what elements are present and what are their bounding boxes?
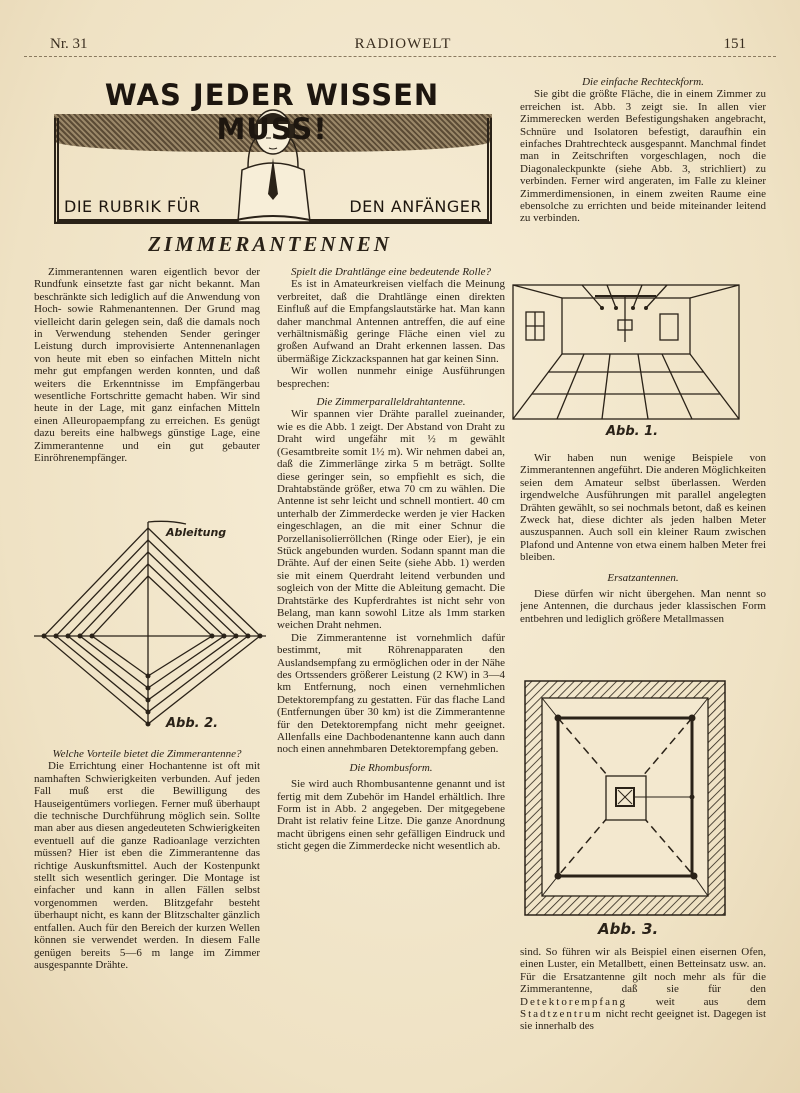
ersatz-cont-b: weit aus dem [655,995,766,1008]
header-rule [24,56,776,57]
column-1-vorteile [34,748,260,1060]
article-title: ZIMMERANTENNEN [148,232,392,256]
column-3-top [520,76,766,278]
magazine-name: RADIOWELT [354,36,452,52]
drahtlaenge-paragraph: Es ist in Amateurkreisen vielfach die Meinung verbreitet, daß die Drahtlänge einen direkten Einfluß auf die Empfangslautstärke hat. Man kann daher manchmal Antennen antreffen, die auf eine verhältnismäßig geringe Fläche einen viel zu großen Aufwand an Draht erkennen lassen. Das übermäßige Zickzackspannen hat gar keinen Sinn. [277,278,505,365]
column-2 [277,266,505,1066]
ersatz-spaced-stadtzentrum: Stadtzentrum [520,1008,603,1021]
beispiele-paragraph: Wir haben nun wenige Beispiele von Zimmerantennen angeführt. Die anderen Möglichkeiten seien dem Amateur selbst überlassen. Werden irgendwelche Ausführungen mit parallel angelegten Drähten gewählt, so sei nochmals betont, daß es keinen Zweck hat, diese dichter als jeden halben Meter auszuspannen. Auch soll ein kleiner Raum zwischen Plafond und Antenne von etwa einem halben Meter frei bleiben. [520,452,766,564]
banner-headline: WAS JEDER WISSEN MUSS! [104,78,440,146]
figure-2-label-ableitung: Ableitung [166,526,227,539]
ersatz-cont-c: nicht recht geeignet ist. Dagegen ist sie innerhalb des [520,1008,766,1033]
heading-rhombus: Die Rhombusform. [349,761,433,774]
ersatz-cont-a: sind. So führen wir als Beispiel einen eisernen Ofen, einen Luster, ein Metallbett, einen Betteinsatz usw. an. Für die Ersatzantenne gilt noch mehr als für die Zimmerantenne, daß sie für den [520,946,766,996]
ersatz-continuation [520,946,766,1033]
rechteck-paragraph: Sie gibt die größte Fläche, die in einem Zimmer zu erreichen ist. Abb. 3 zeigt sie. In allen vier Zimmerecken werden Befestigungshaken angebracht, Schnüre und Isolatoren befestigt, daraufhin ein einfaches Drahtrechteck ausgespannt. Manchmal findet man in Zeitschriften vorgeschlagen, noch die Diagonaleckpunkte (siehe Abb. 3, strichliert) zu verbinden. Ferner wird angeraten, im Falle zu kleiner Zimmerdimensionen, in einem zweiten Raume eine ebensolche zu errichten und beide miteinander leitend zu verbinden. [520,88,766,225]
banner-sub-right: DEN ANFÄNGER [349,197,482,216]
zweck-paragraph: Die Zimmerantenne ist vornehmlich dafür bestimmt, mit Röhrenapparaten den Auslandsempfang zu ermöglichen oder in der Nähe des Ortssenders größerer Leistung (2 KW) in 3—4 km Entfernung, noch einen vernehmlichen Detektorempfang zu gestatten. Für das flache Land (Entfernungen über 30 km) ist die Zimmerantenne für den Detektorempfang nicht mehr geeignet. Allenfalls eine Dachbodenantenne kann auch dann noch einen annehmbaren Detektorempfang geben. [277,631,505,756]
column-1-intro [34,266,260,510]
column-3-middle [520,452,766,674]
figure-1-room-parallel-antenna [512,284,740,420]
figure-1-caption: Abb. 1. [606,424,659,439]
ersatz-paragraph: Diese dürfen wir nicht übergehen. Man nennt so jene Antennen, die durchaus jeder klassischen Form entbehren und lediglich größere Metallmassen [520,588,766,625]
figure-2-rhombus-antenna [34,518,266,728]
ersatz-spaced-detektorempfang: Detektorempfang [520,995,627,1008]
column-3-bottom [520,946,766,1060]
running-header [30,36,776,56]
vorteile-paragraph: Die Errichtung einer Hochantenne ist oft mit namhaften Schwierigkeiten verbunden. Auf jeden Fall muß erst die Bewilligung des Hauseigentümers vorliegen. Ferner muß überhaupt die technische Durchführung möglich sein. Sollte man aber aus diesen angedeuteten Schwierigkeiten eventuell auf die ganze Radioanlage verzichten müssen? Hier ist eben die Zimmerantenne das richtige Auskunftsmittel. Auch der Kostenpunkt stellt sich wesentlich geringer. Die Montage ist einfacher und kann in allen Fällen selbst vorgenommen werden. Blitzgefahr besteht überhaupt nicht, es kann der Blitzschalter gänzlich entfallen. Auch für den Bereich der kurzen Wellen können sie verwendet werden. In diesem Falle genügen bereits 5—6 m lange im Zimmer ausgespannte Drähte. [34,760,260,971]
banner-sub-left: DIE RUBRIK FÜR [64,197,201,216]
rubric-banner [48,78,496,224]
heading-drahtlaenge: Spielt die Drahtlänge eine bedeutende Rolle? [290,266,492,278]
parallel-paragraph: Wir spannen vier Drähte parallel zueinander, wie es die Abb. 1 zeigt. Der Abstand von Draht zu Draht wird ungefähr mit ½ m gewählt (Gesamtbreite somit 1½ m). Wir nehmen dabei an, daß die Zimmerlänge zirka 5 m beträgt. Sollte diese geringer sein, so empfiehlt es sich, die Drahtabstände größer, etwa 70 cm zu wählen. Die Antenne ist sehr leicht und schnell montiert. 40 cm unterhalb der Zimmerdecke werden je vier Hacken eingeschlagen, an die mit einer Schnur die Porzellanisolierröllchen (Ringe oder Eier), je ein Stück angebunden wurden. Sodann spannt man die Drähte. Auf der einen Seite (siehe Abb. 1) werden sie mit einem Querdraht leitend verbunden und sogleich von der Mitte die Ableitung gemacht. Die Drahtstärke des Kupferdrahtes ist nicht sehr von Belang, man kann sowohl Litze als 1mm starken weichen Draht nehmen. [277,408,505,632]
figure-3-caption: Abb. 3. [598,920,659,938]
heading-parallel: Die Zimmerparalleldrahtantenne. [316,396,466,409]
figure-3-rectangle-antenna [524,680,726,916]
ausfuehrungen-paragraph: Wir wollen nunmehr einige Ausführungen besprechen: [277,365,505,390]
issue-number: Nr. 31 [50,36,88,52]
heading-ersatz: Ersatzantennen. [607,571,679,584]
rhombus-paragraph: Sie wird auch Rhombusantenne genannt und ist fertig mit dem Zubehör im Handel erhältlich. Ihre Form ist in Abb. 2 angegeben. Der mitgegebene Draht ist relativ feine Litze. Die ganze Anordnung macht übrigens einen sehr gefälligen Eindruck und sticht gegen die Zimmerdecke nicht wesentlich ab. [277,778,505,853]
heading-vorteile: Welche Vorteile bietet die Zimmerantenne? [52,748,242,760]
figure-2-caption: Abb. 2. [166,716,219,731]
heading-rechteck: Die einfache Rechteckform. [582,76,704,88]
intro-paragraph: Zimmerantennen waren eigentlich bevor der Rundfunk einsetzte fast gar nicht bekannt. Man beschränkte sich lediglich auf die Anwendung von Hoch- sowie Rahmenantennen. Der Grund mag vielleicht darin gelegen sein, daß die damals noch in Verwendung stehenden Sender geringer Leistung durch improvisierte Antennenanlagen von heute mit eben so einfachen Mitteln nicht mehr gut empfangen werden konnten, und daß weiters die Erkenntnisse im Empfängerbau wesentliche Fortschritte gemacht haben. Wir sind heute in der Lage, mit ganz einfachen Mitteln einen Alleuropaempfang zu erreichen. Es genügt dazu bereits eine halbwegs günstige Lage, eine Zimmerantenne und ein gut gebauter Einröhrenempfänger. [34,266,260,465]
page-number: 151 [723,36,746,52]
